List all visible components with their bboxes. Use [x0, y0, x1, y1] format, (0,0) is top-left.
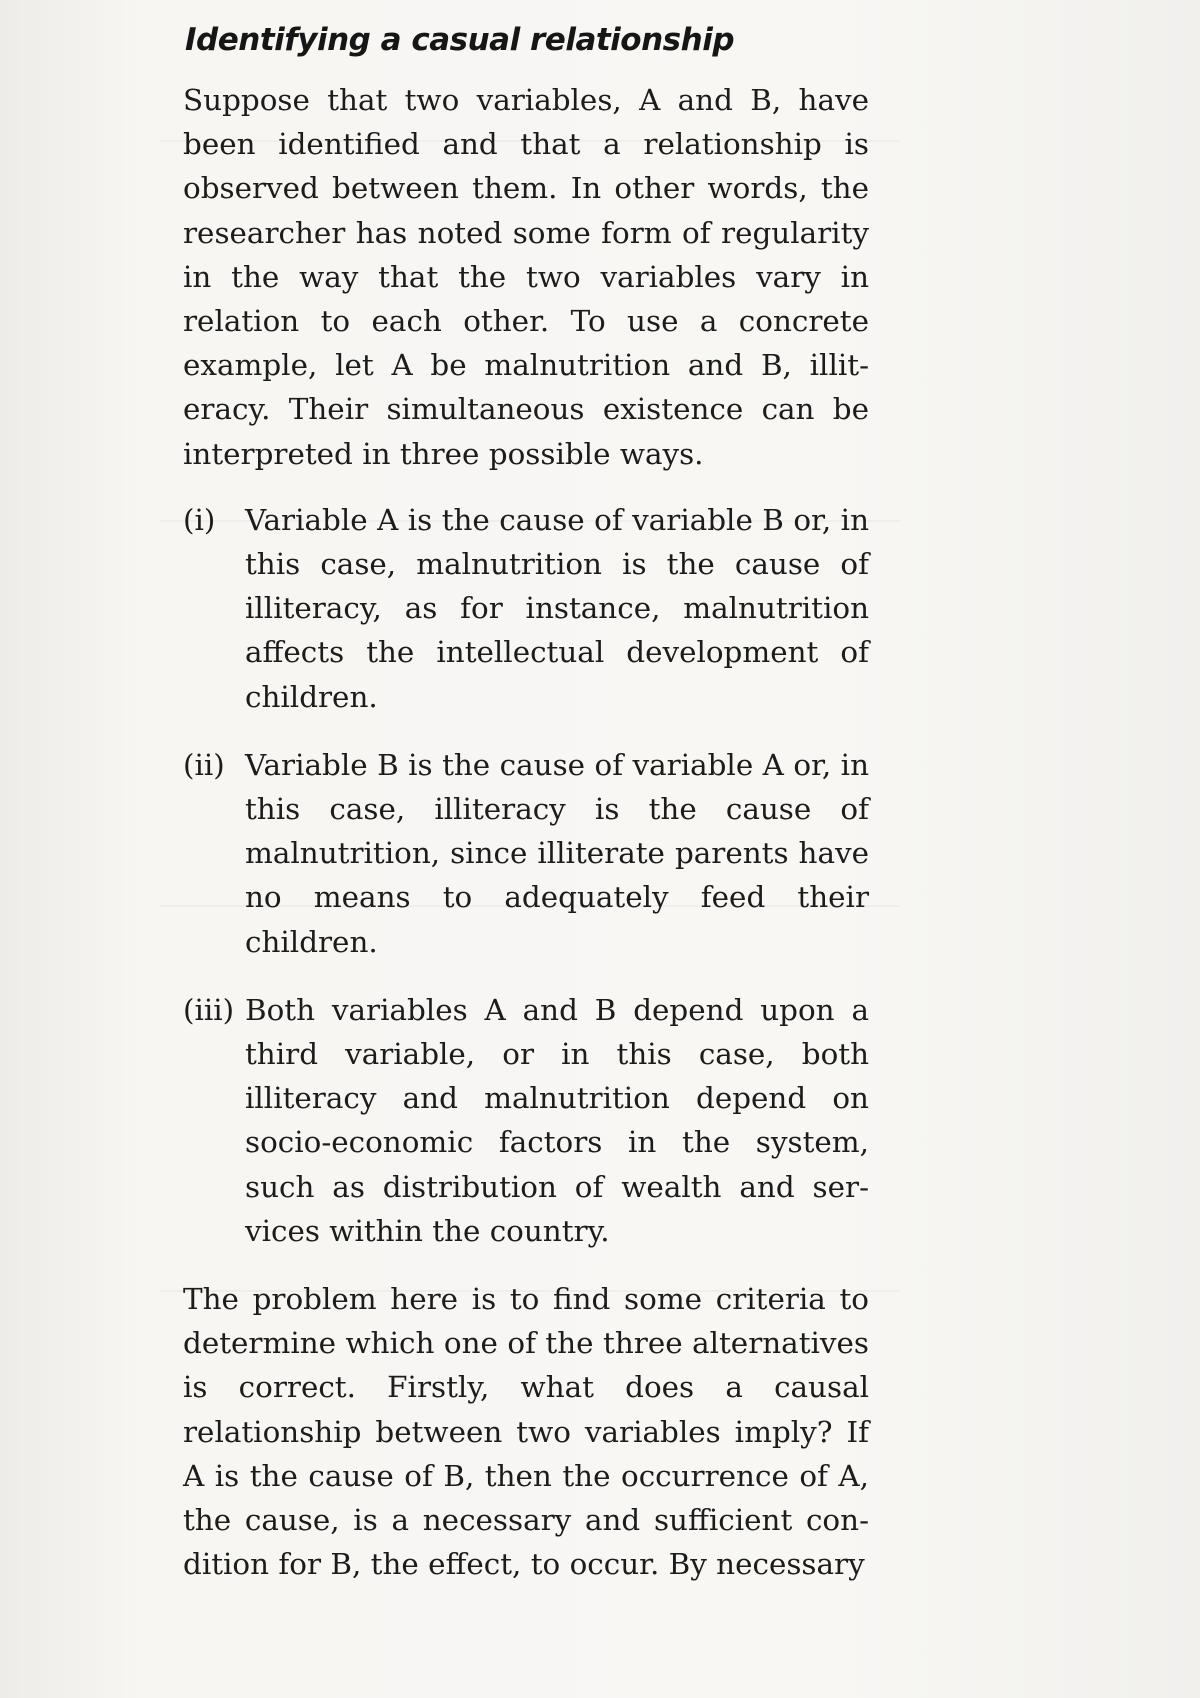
interpretation-list — [183, 498, 869, 1253]
list-item-text: Both variables A and B depend upon a third variable, or in this case, both illiteracy and malnutrition depend on socio-economic factors in the system, such as distribution of wealth and services within the country. — [245, 992, 869, 1248]
closing-paragraph: The problem here is to find some criteria to determine which one of the three alternatives is correct. Firstly, what does a causal relationship between two variables imply? If A is the cause of B, then the occurrence of A, the cause, is a necessary and sufficient condition for B, the effect, to occur. By necessary — [183, 1282, 869, 1582]
section-heading: Identifying a casual relationship — [185, 22, 735, 58]
list-item — [183, 743, 869, 964]
intro-paragraph: Suppose that two variables, A and B, have been identified and that a relationship is observed between them. In other words, the researcher has noted some form of regularity in the way that the two variables vary in relation to each other. To use a concrete example, let A be malnutrition and B, illiteracy. Their simultaneous existence can be interpreted in three possible ways. — [183, 83, 869, 471]
list-item — [183, 498, 869, 719]
list-item-text: Variable B is the cause of variable A or, in this case, illiteracy is the cause of malnutrition, since illiterate parents have no means to adequately feed their children. — [245, 747, 869, 959]
text-column — [183, 22, 869, 1587]
list-item-number: (ii) — [183, 747, 225, 782]
list-item-number: (i) — [183, 502, 216, 537]
list-item-text: Variable A is the cause of variable B or, in this case, malnutrition is the cause of illiteracy, as for instance, malnutrition affects the intellectual development of children. — [245, 502, 869, 714]
list-item-number: (iii) — [183, 992, 235, 1027]
list-item — [183, 988, 869, 1253]
